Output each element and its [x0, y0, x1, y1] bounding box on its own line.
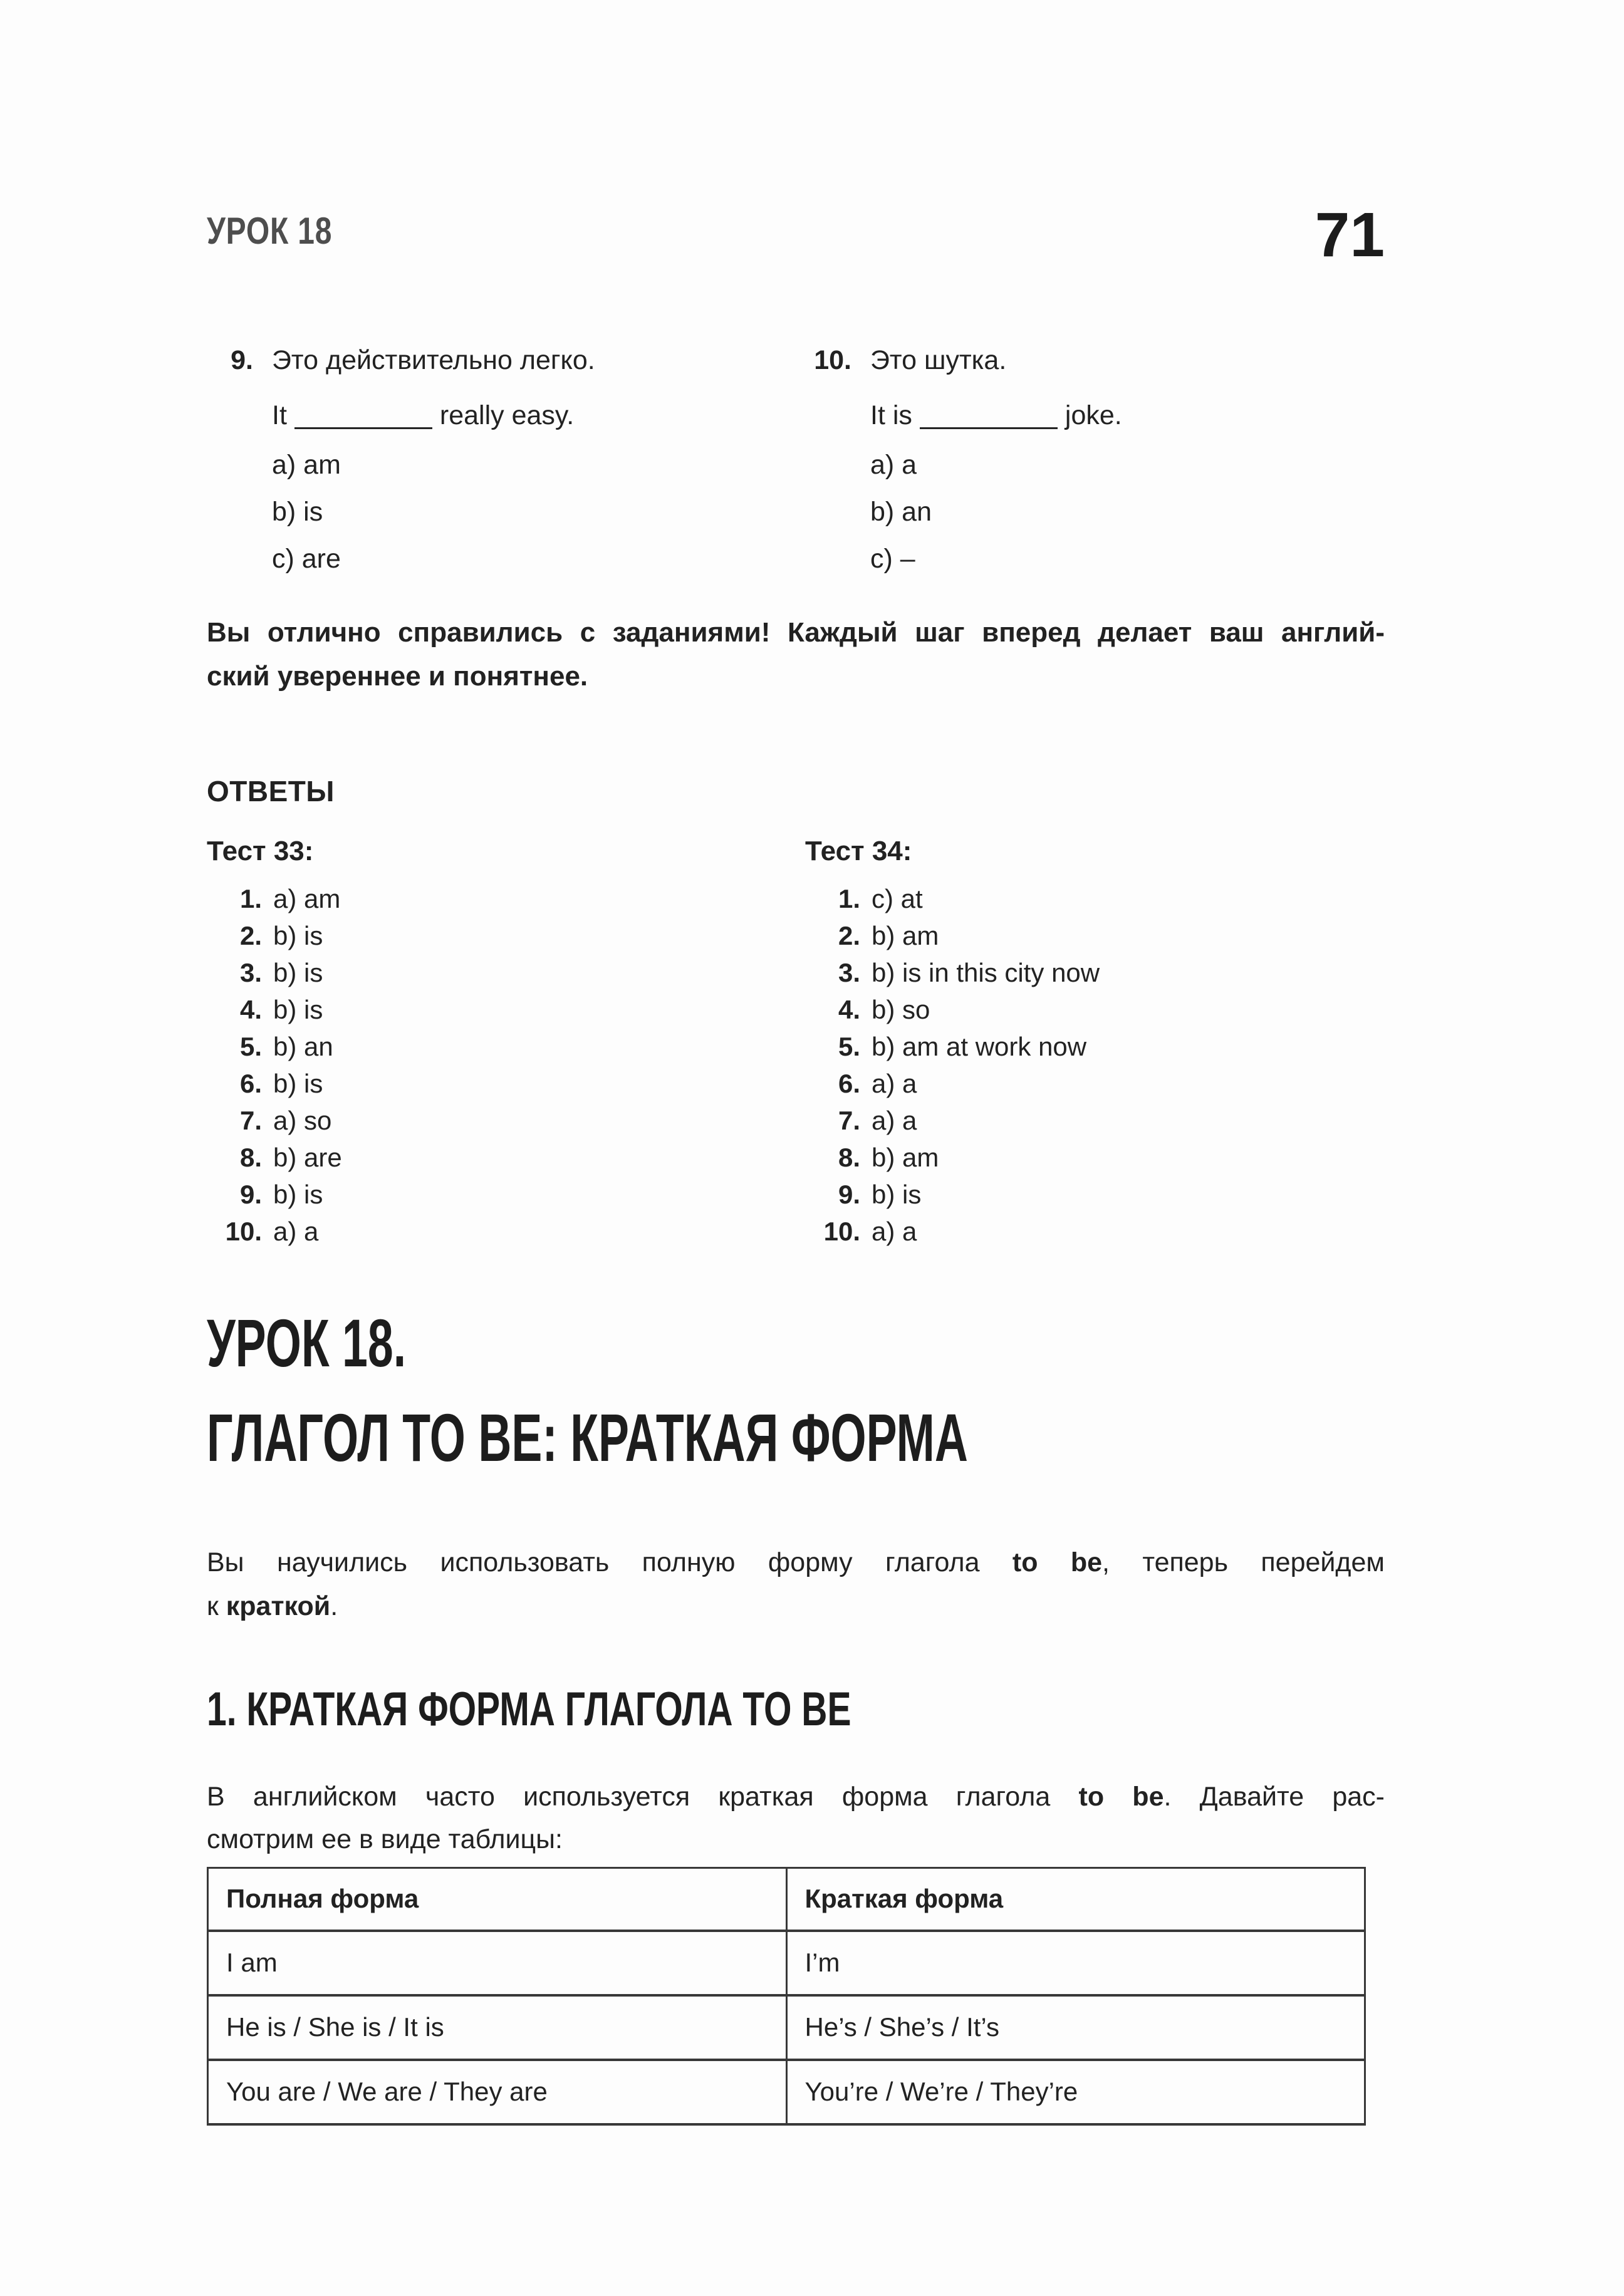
answer-text: b) is	[273, 958, 323, 987]
answer-item	[207, 917, 805, 954]
answer-number: 7.	[838, 1106, 860, 1135]
table-header-short-form: Краткая форма	[786, 1868, 1365, 1931]
answer-number: 1.	[239, 884, 262, 913]
intro-bold-to-be: to be	[1012, 1547, 1103, 1577]
section-1-paragraph	[207, 1775, 1385, 1861]
answer-text: b) am at work now	[872, 1032, 1087, 1061]
test-33-title: Тест 33:	[207, 836, 314, 866]
paragraph-text: В английском часто используется краткая форма глагола	[207, 1782, 1079, 1812]
answer-number: 10.	[823, 1217, 860, 1246]
table-cell-short: He’s / She’s / It’s	[786, 1995, 1365, 2060]
answers-section	[207, 834, 1385, 1250]
table-cell-short: You’re / We’re / They’re	[786, 2060, 1365, 2124]
answer-number: 3.	[239, 958, 262, 987]
intro-text: к	[207, 1591, 226, 1621]
answer-text: b) is	[273, 1069, 323, 1098]
answer-item	[805, 880, 1385, 917]
answer-number: 10.	[225, 1217, 262, 1246]
contraction-table	[207, 1867, 1366, 2126]
answer-item	[207, 1028, 805, 1065]
intro-line-1	[207, 1540, 1385, 1584]
question-10-sentence	[870, 397, 1385, 434]
answer-item	[805, 1028, 1385, 1065]
option-item: a) am	[272, 450, 341, 480]
answer-text: a) am	[273, 884, 341, 913]
option-item: c) are	[272, 544, 341, 574]
table-cell-full: I am	[208, 1931, 787, 1995]
table-row	[208, 1931, 1365, 1995]
intro-paragraph	[207, 1540, 1385, 1628]
section-paragraph-line-1	[207, 1775, 1385, 1818]
section-paragraph-line-2: смотрим ее в виде таблицы:	[207, 1824, 563, 1854]
lesson-heading-line-1	[207, 1306, 1385, 1401]
answer-number: 6.	[239, 1069, 262, 1098]
answer-item	[805, 1102, 1385, 1139]
table-cell-short: I’m	[786, 1931, 1365, 1995]
answer-number: 4.	[239, 995, 262, 1024]
answer-item	[805, 954, 1385, 991]
table-cell-full: You are / We are / They are	[208, 2060, 787, 2124]
page-number: 71	[1314, 200, 1385, 270]
quiz-section	[207, 341, 1385, 583]
answer-text: b) are	[273, 1143, 342, 1172]
test-34-list	[805, 880, 1385, 1250]
table-header-full-form: Полная форма	[208, 1868, 787, 1931]
lesson-heading-text-1: УРОК 18.	[207, 1305, 407, 1381]
answer-text: b) so	[872, 995, 930, 1024]
answer-text: b) am	[872, 1143, 939, 1172]
answer-text: b) is	[872, 1180, 922, 1209]
answer-item	[207, 1213, 805, 1250]
question-10-options	[870, 442, 1385, 583]
option-item: a) a	[870, 450, 917, 480]
sentence-pre: It	[272, 400, 287, 430]
answer-item	[805, 1213, 1385, 1250]
answer-number: 4.	[838, 995, 860, 1024]
sentence-post: joke.	[1064, 400, 1122, 430]
paragraph-bold-to-be: to be	[1078, 1782, 1164, 1812]
answer-number: 2.	[239, 921, 262, 950]
sentence-pre: It is	[870, 400, 912, 430]
answer-text: b) is	[273, 921, 323, 950]
answer-item	[207, 1139, 805, 1176]
answer-number: 6.	[838, 1069, 860, 1098]
table-row	[208, 2060, 1365, 2124]
test-33-block	[207, 834, 805, 1250]
encouragement-text	[207, 611, 1385, 699]
question-10	[805, 341, 1385, 583]
answer-text: a) so	[273, 1106, 332, 1135]
answer-text: b) is in this city now	[872, 958, 1100, 987]
answer-number: 9.	[239, 1180, 262, 1209]
question-9-sentence	[272, 397, 805, 434]
intro-text: Вы научились использовать полную форму глагола	[207, 1547, 1012, 1577]
option-item: b) is	[272, 497, 323, 527]
answer-item	[207, 1176, 805, 1213]
answer-text: a) a	[872, 1106, 917, 1135]
page-header	[207, 200, 1385, 270]
test-34-block	[805, 834, 1385, 1250]
table-cell-full: He is / She is / It is	[208, 1995, 787, 2060]
answer-item	[805, 1065, 1385, 1102]
option-item: c) –	[870, 544, 915, 574]
answer-number: 8.	[838, 1143, 860, 1172]
test-33-list	[207, 880, 805, 1250]
intro-text: , теперь перейдем	[1102, 1547, 1385, 1577]
question-prompt: Это шутка.	[870, 345, 1007, 375]
answer-item	[207, 991, 805, 1028]
answer-item	[207, 1102, 805, 1139]
question-9	[207, 341, 805, 583]
answer-number: 7.	[239, 1106, 262, 1135]
lesson-heading	[207, 1306, 1385, 1495]
answer-number: 1.	[838, 884, 860, 913]
section-1-heading	[207, 1683, 1385, 1749]
question-9-prompt-row	[207, 341, 805, 379]
test-34-title: Тест 34:	[805, 836, 912, 866]
intro-line-2	[207, 1584, 1385, 1628]
answer-item	[805, 1139, 1385, 1176]
answer-number: 9.	[838, 1180, 860, 1209]
encouragement-line-2: ский увереннее и понятнее.	[207, 661, 588, 692]
option-item: b) an	[870, 497, 932, 527]
answer-item	[805, 1176, 1385, 1213]
answer-item	[207, 1065, 805, 1102]
answer-number: 8.	[239, 1143, 262, 1172]
answer-text: b) is	[273, 995, 323, 1024]
answer-text: b) am	[872, 921, 939, 950]
question-9-options	[272, 442, 805, 583]
answer-text: b) is	[273, 1180, 323, 1209]
intro-text: .	[330, 1591, 338, 1621]
answer-item	[207, 954, 805, 991]
answer-text: b) an	[273, 1032, 333, 1061]
answer-text: a) a	[273, 1217, 319, 1246]
table-row	[208, 1995, 1365, 2060]
answer-item	[805, 991, 1385, 1028]
lesson-heading-text-2: ГЛАГОЛ TO BE: КРАТКАЯ ФОРМА	[207, 1400, 968, 1475]
encouragement-line-1: Вы отлично справились с заданиями! Каждый шаг вперед делает ваш англий-	[207, 617, 1385, 648]
answer-text: a) a	[872, 1069, 917, 1098]
question-10-prompt-row	[805, 341, 1385, 379]
question-number: 9.	[231, 345, 253, 375]
table-header-row	[208, 1868, 1365, 1931]
question-prompt: Это действительно легко.	[272, 345, 595, 375]
answer-blank	[294, 427, 432, 429]
answer-text: a) a	[872, 1217, 917, 1246]
answer-item	[207, 880, 805, 917]
paragraph-text: . Давайте рас-	[1163, 1782, 1385, 1812]
question-number: 10.	[814, 345, 851, 375]
answer-number: 3.	[838, 958, 860, 987]
answer-blank	[920, 427, 1058, 429]
answer-number: 2.	[838, 921, 860, 950]
answers-title: ОТВЕТЫ	[207, 775, 335, 808]
answer-item	[805, 917, 1385, 954]
answer-number: 5.	[838, 1032, 860, 1061]
section-1-heading-text: 1. КРАТКАЯ ФОРМА ГЛАГОЛА TO BE	[207, 1683, 851, 1736]
answer-number: 5.	[239, 1032, 262, 1061]
sentence-post: really easy.	[439, 400, 575, 430]
lesson-heading-line-2	[207, 1401, 1385, 1495]
intro-bold-short-form: краткой	[226, 1591, 331, 1621]
answer-text: c) at	[872, 884, 923, 913]
running-head-lesson: УРОК 18	[207, 210, 333, 252]
